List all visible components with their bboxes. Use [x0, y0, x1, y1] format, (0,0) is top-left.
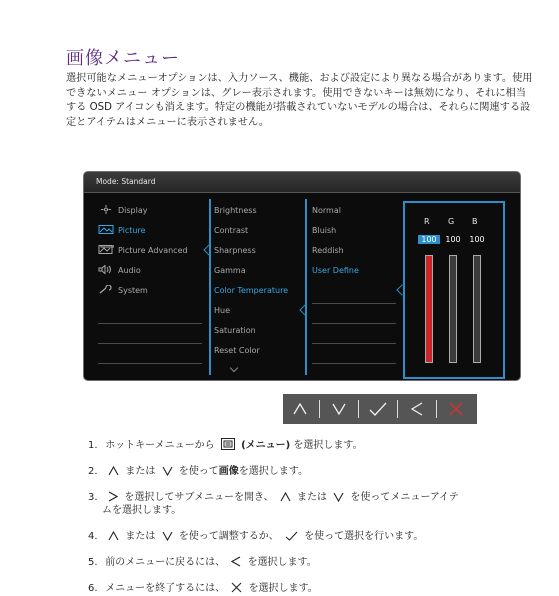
- osd-option-item[interactable]: Reddish: [312, 246, 344, 255]
- back-arrow-icon: [411, 402, 423, 416]
- up-arrow-icon: [280, 492, 291, 502]
- step-text: を選択します。: [238, 466, 308, 477]
- osd-main-label: Picture: [118, 226, 146, 235]
- osd-sub-item-selected[interactable]: Color Temperature: [214, 286, 289, 295]
- rgb-value-b[interactable]: 100: [469, 235, 485, 244]
- close-key[interactable]: [443, 394, 469, 424]
- step-6: [88, 579, 318, 594]
- key-divider: [436, 400, 437, 418]
- step-text-bold: (メニュー): [241, 440, 291, 451]
- step-2: [88, 462, 308, 477]
- osd-main-label: System: [118, 286, 148, 295]
- audio-icon: [98, 265, 114, 274]
- osd-column-divider: [305, 199, 307, 375]
- step-text-bold: 画像: [218, 466, 239, 477]
- rgb-slider-r[interactable]: [425, 255, 433, 363]
- check-key[interactable]: [365, 394, 391, 424]
- osd-separator: [312, 303, 396, 304]
- osd-option-item[interactable]: Normal: [312, 206, 341, 215]
- osd-control-keys: [283, 394, 477, 424]
- osd-main-item-picture[interactable]: [98, 221, 206, 241]
- wrench-icon: [98, 285, 114, 294]
- key-divider: [358, 400, 359, 418]
- step-text: を選択してサブメニューを開き、: [124, 492, 274, 503]
- osd-main-item-picture-advanced[interactable]: [98, 241, 206, 261]
- osd-main-label: Picture Advanced: [118, 246, 188, 255]
- osd-main-label: Audio: [118, 266, 141, 275]
- osd-main-item-system[interactable]: [98, 281, 206, 301]
- rgb-slider-g[interactable]: [449, 255, 457, 363]
- picture-icon: [98, 225, 114, 234]
- step-text: を使ってメニューアイテ: [350, 492, 459, 503]
- step-text: ムを選択します。: [102, 505, 182, 516]
- rgb-header-b: B: [472, 217, 478, 226]
- picture-advanced-icon: [98, 245, 114, 254]
- osd-main-item-audio[interactable]: [98, 261, 206, 281]
- down-arrow-icon: [332, 403, 346, 415]
- close-icon: [449, 402, 463, 416]
- down-arrow-icon: [333, 492, 344, 502]
- step-text: ホットキーメニューから: [105, 440, 215, 451]
- osd-separator: [312, 343, 396, 344]
- step-text: を選択します。: [247, 557, 317, 568]
- key-divider: [319, 400, 320, 418]
- step-number: 4.: [88, 531, 98, 542]
- up-key[interactable]: [287, 394, 313, 424]
- osd-separator: [312, 363, 396, 364]
- step-1: [88, 436, 363, 451]
- menu-icon: [221, 438, 235, 450]
- back-key[interactable]: [404, 394, 430, 424]
- osd-sub-item[interactable]: Reset Color: [214, 346, 260, 355]
- up-arrow-icon: [108, 531, 119, 541]
- back-arrow-icon: [231, 556, 241, 567]
- step-5: [88, 553, 317, 568]
- step-3-continued: [102, 501, 181, 516]
- rgb-header-r: R: [424, 217, 430, 226]
- up-arrow-icon: [108, 466, 119, 476]
- osd-separator: [98, 363, 202, 364]
- key-divider: [397, 400, 398, 418]
- osd-sub-item[interactable]: Hue: [214, 306, 231, 315]
- step-number: 1.: [88, 440, 98, 451]
- osd-sub-item[interactable]: Saturation: [214, 326, 256, 335]
- step-4: [88, 527, 423, 542]
- step-number: 5.: [88, 557, 98, 568]
- step-number: 2.: [88, 466, 98, 477]
- check-icon: [285, 531, 298, 541]
- osd-sub-item[interactable]: Brightness: [214, 206, 257, 215]
- osd-mode-label: Mode: Standard: [84, 172, 520, 193]
- down-arrow-icon: [162, 531, 173, 541]
- rgb-value-r[interactable]: 100: [418, 235, 440, 244]
- osd-separator: [98, 323, 202, 324]
- close-icon: [231, 582, 242, 593]
- osd-options-menu: [312, 201, 392, 281]
- step-text: を使って選択を行います。: [304, 531, 424, 542]
- step-text: または: [125, 466, 156, 477]
- step-text: を選択します。: [248, 583, 318, 594]
- step-text: メニューを終了するには、: [105, 583, 226, 594]
- step-number: 6.: [88, 583, 98, 594]
- display-icon: [98, 205, 114, 214]
- step-text: または: [125, 531, 156, 542]
- chevron-down-icon: [230, 364, 238, 372]
- osd-separator: [312, 323, 396, 324]
- rgb-adjust-panel: [403, 201, 505, 379]
- down-key[interactable]: [326, 394, 352, 424]
- section-title: 画像メニュー: [66, 48, 180, 69]
- osd-separator: [98, 343, 202, 344]
- osd-option-item-selected[interactable]: User Define: [312, 266, 359, 275]
- osd-sub-item[interactable]: Gamma: [214, 266, 246, 275]
- osd-column-divider: [209, 199, 211, 375]
- osd-option-item[interactable]: Bluish: [312, 226, 337, 235]
- step-text: を選択します。: [293, 440, 363, 451]
- up-arrow-icon: [293, 403, 307, 415]
- osd-sub-menu: [214, 201, 294, 361]
- intro-paragraph: 選択可能なメニューオプションは、入力ソース、機能、および設定により異なる場合があります。使用できないメニュー オプションは、グレー表示されます。使用できないキーは無効になり、それに相当する OSD アイコンも消えます。特定の機能が搭載されていないモデルの場合は、それらに関連する設定とアイテムはメニューに表示されません。: [66, 73, 533, 128]
- step-text: 前のメニューに戻るには、: [105, 557, 226, 568]
- rgb-value-g[interactable]: 100: [445, 235, 461, 244]
- osd-main-label: Display: [118, 206, 148, 215]
- check-icon: [369, 402, 387, 416]
- down-arrow-icon: [162, 466, 173, 476]
- step-text: を使って調整するか、: [178, 531, 279, 542]
- osd-caret-sub: [299, 304, 310, 315]
- osd-sub-item[interactable]: Sharpness: [214, 246, 256, 255]
- rgb-slider-b[interactable]: [473, 255, 481, 363]
- rgb-header-g: G: [448, 217, 455, 226]
- step-number: 3.: [88, 492, 98, 503]
- step-text: または: [296, 492, 327, 503]
- step-text: を使って: [178, 466, 219, 477]
- osd-main-menu: [98, 201, 206, 301]
- osd-main-item-display[interactable]: [98, 201, 206, 221]
- osd-sub-item[interactable]: Contrast: [214, 226, 249, 235]
- osd-screen: [83, 171, 521, 381]
